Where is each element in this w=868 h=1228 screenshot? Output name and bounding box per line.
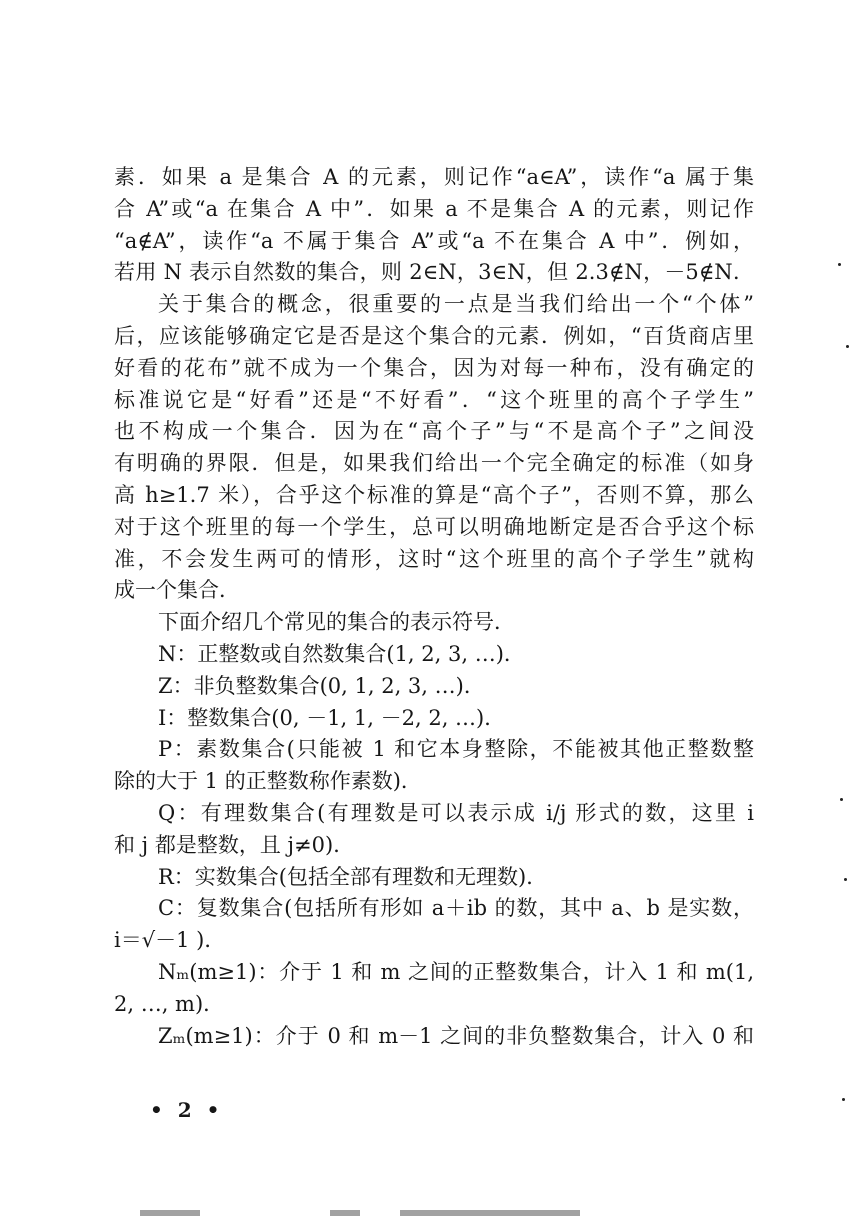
text-line: 好看的花布”就不成为一个集合，因为对每一种布，没有确定的: [114, 355, 754, 380]
scan-speck: [838, 263, 841, 266]
text-line: 下面介绍几个常见的集合的表示符号．: [158, 610, 515, 635]
text-line: 除的大于 1 的正整数称作素数)．: [114, 769, 422, 794]
text-line: 高 h≥1.7 米），合乎这个标准的算是“高个子”，否则不算，那么: [114, 483, 754, 507]
text-line: 也不构成一个集合．因为在“高个子”与“不是高个子”之间没: [114, 419, 754, 444]
text-line: 2, …, m)．: [114, 991, 225, 1016]
scan-bleed: [400, 1210, 580, 1216]
text-line: 成一个集合．: [114, 578, 240, 603]
text-line: 准，不会发生两可的情形，这时“这个班里的高个子学生”就构: [114, 546, 754, 571]
text-line: 后，应该能够确定它是否是这个集合的元素．例如，“百货商店里: [114, 324, 754, 348]
scan-bleed: [140, 1210, 200, 1216]
text-line: R：实数集合(包括全部有理数和无理数)．: [158, 864, 548, 889]
text-line: Q：有理数集合(有理数是可以表示成 i/j 形式的数，这里 i: [158, 801, 754, 825]
scan-speck: [844, 878, 847, 881]
text-line: 关于集合的概念，很重要的一点是当我们给出一个“个体”: [158, 292, 754, 317]
text-line: Zₘ(m≥1)：介于 0 和 m－1 之间的非负整数集合，计入 0 和: [158, 1023, 754, 1048]
text-line: 标准说它是“好看”还是“不好看”．“这个班里的高个子学生”: [114, 387, 754, 412]
text-line: 和 j 都是整数，且 j≠0)．: [114, 832, 355, 857]
text-line: 有明确的界限．但是，如果我们给出一个完全确定的标准（如身: [114, 451, 754, 476]
text-line: i＝√－1 )．: [114, 928, 226, 953]
scan-speck: [842, 1098, 845, 1101]
text-line: Nₘ(m≥1)：介于 1 和 m 之间的正整数集合，计入 1 和 m(1,: [158, 960, 754, 984]
scan-speck: [840, 798, 843, 801]
text-line: P：素数集合(只能被 1 和它本身整除，不能被其他正整数整: [158, 737, 754, 762]
text-line: I：整数集合(0, －1, 1, －2, 2, …)．: [158, 705, 506, 730]
page-number: • 2 •: [150, 1098, 224, 1122]
text-line: 对于这个班里的每一个学生，总可以明确地断定是否合乎这个标: [114, 514, 754, 539]
text-line: “a∉A”，读作“a 不属于集合 A”或“a 不在集合 A 中”．例如，: [114, 228, 754, 253]
scan-bleed: [330, 1210, 360, 1216]
text-line: 若用 N 表示自然数的集合，则 2∈N，3∈N，但 2.3∉N，－5∉N．: [114, 260, 754, 285]
text-line: C：复数集合(包括所有形如 a＋ib 的数，其中 a、b 是实数，: [158, 896, 754, 921]
text-line: N：正整数或自然数集合(1, 2, 3, …)．: [158, 642, 525, 666]
text-line: Z：非负整数集合(0, 1, 2, 3, …)．: [158, 673, 485, 698]
text-line: 合 A”或“a 在集合 A 中”．如果 a 不是集合 A 的元素，则记作: [114, 196, 754, 221]
scan-speck: [846, 345, 849, 348]
text-line: 素．如果 a 是集合 A 的元素，则记作“a∈A”，读作“a 属于集: [114, 165, 754, 189]
